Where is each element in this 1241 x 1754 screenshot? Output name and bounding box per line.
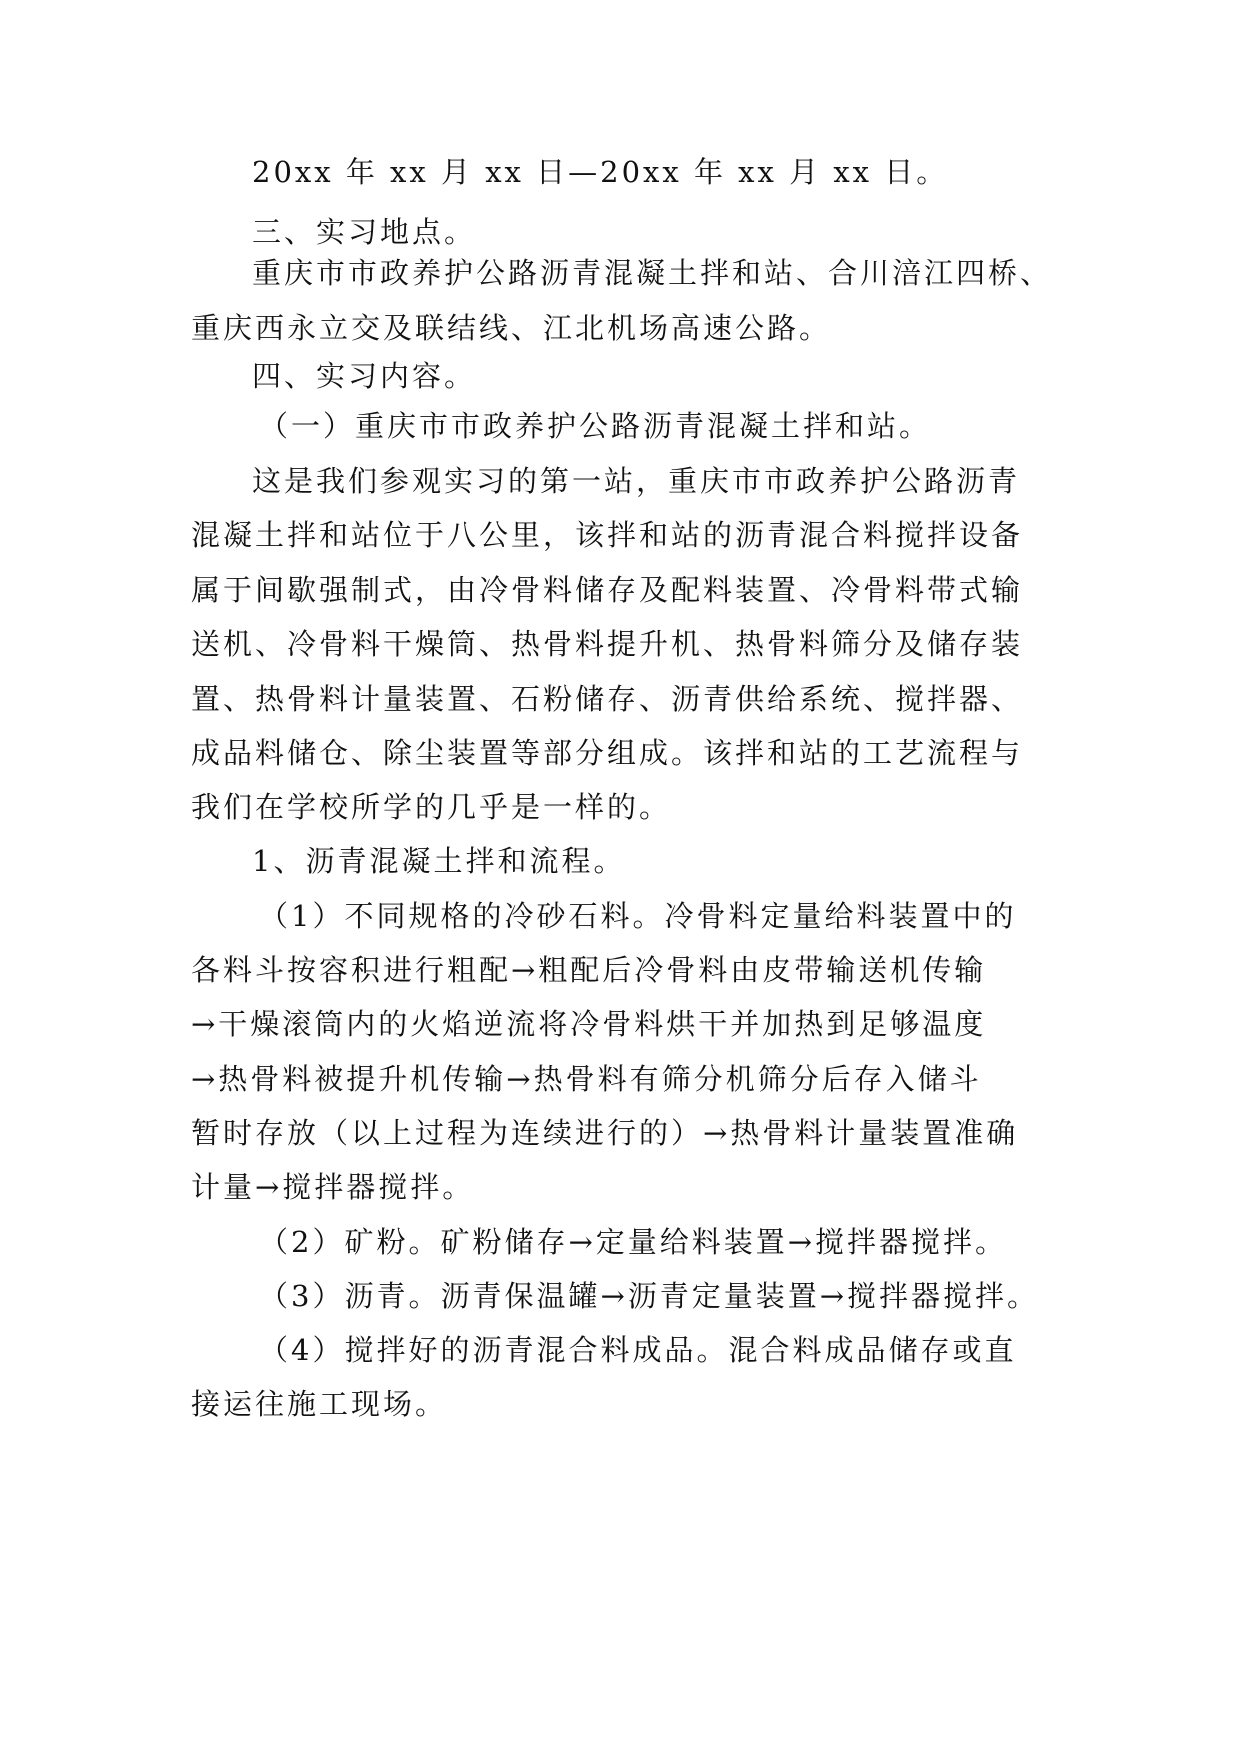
list-item-line: （3）沥青。沥青保温罐→沥青定量装置→搅拌器搅拌。 xyxy=(259,1279,1040,1313)
paragraph-line: 我们在学校所学的几乎是一样的。 xyxy=(191,790,672,824)
list-item-line: （2）矿粉。矿粉储存→定量给料装置→搅拌器搅拌。 xyxy=(259,1225,1008,1259)
list-item-line: →干燥滚筒内的火焰逆流将冷骨料烘干并加热到足够温度 xyxy=(191,1007,987,1041)
paragraph-line: 重庆西永立交及联结线、江北机场高速公路。 xyxy=(191,311,832,345)
paragraph-line: 置、热骨料计量装置、石粉储存、沥青供给系统、搅拌器、 xyxy=(191,682,1024,716)
date-range-line: 20xx 年 xx 月 xx 日—20xx 年 xx 月 xx 日。 xyxy=(252,155,949,189)
list-item-line: 接运往施工现场。 xyxy=(191,1387,448,1421)
list-item-line: （1）不同规格的冷砂石料。冷骨料定量给料装置中的 xyxy=(259,899,1017,933)
paragraph-line: 属于间歇强制式，由冷骨料储存及配料装置、冷骨料带式输 xyxy=(191,573,1024,607)
paragraph-line: 送机、冷骨料干燥筒、热骨料提升机、热骨料筛分及储存装 xyxy=(191,627,1024,661)
list-item-line: 计量→搅拌器搅拌。 xyxy=(191,1170,475,1204)
list-item-line: 暂时存放（以上过程为连续进行的）→热骨料计量装置准确 xyxy=(191,1116,1019,1150)
paragraph-line: 混凝土拌和站位于八公里，该拌和站的沥青混合料搅拌设备 xyxy=(191,518,1024,552)
paragraph-line: 这是我们参观实习的第一站，重庆市市政养护公路沥青 xyxy=(252,464,1021,498)
list-item-line: →热骨料被提升机传输→热骨料有筛分机筛分后存入储斗 xyxy=(191,1062,982,1096)
paragraph-line: 重庆市市政养护公路沥青混凝土拌和站、合川涪江四桥、 xyxy=(252,256,1053,290)
section-heading-location: 三、实习地点。 xyxy=(252,215,477,249)
subsection-heading: （一）重庆市市政养护公路沥青混凝土拌和站。 xyxy=(259,409,932,443)
list-item-line: （4）搅拌好的沥青混合料成品。混合料成品储存或直 xyxy=(259,1333,1017,1367)
section-heading-content: 四、实习内容。 xyxy=(252,359,477,393)
list-heading: 1、沥青混凝土拌和流程。 xyxy=(252,844,626,878)
paragraph-line: 成品料储仓、除尘装置等部分组成。该拌和站的工艺流程与 xyxy=(191,736,1024,770)
list-item-line: 各料斗按容积进行粗配→粗配后冷骨料由皮带输送机传输 xyxy=(191,953,987,987)
